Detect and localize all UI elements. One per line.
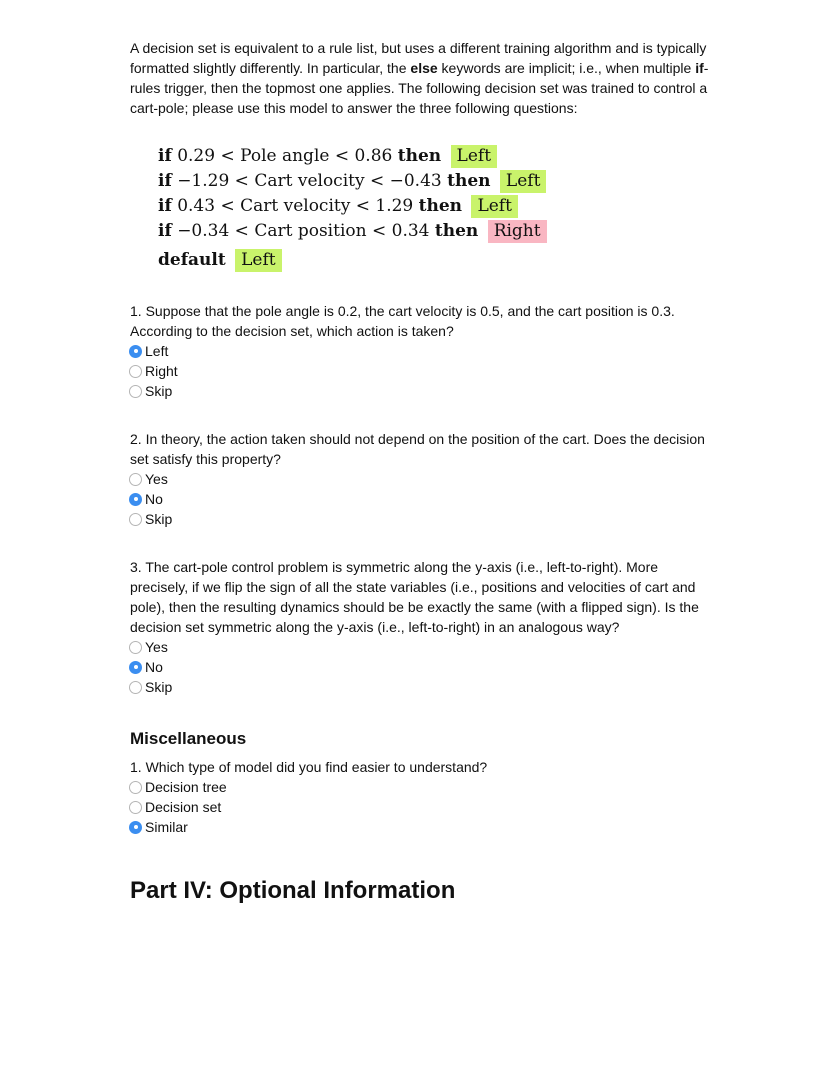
radio-label: Yes (145, 471, 168, 487)
rule-default (158, 248, 710, 273)
intro-text: A decision set is equivalent to a rule list, but uses a different training algorithm and is typically formatted slightly differently. In particular, the (130, 40, 707, 76)
question-2 (130, 429, 710, 529)
part-heading: Part IV: Optional Information (130, 877, 456, 904)
intro-text: keywords are implicit; i.e., when multiple (437, 60, 696, 76)
survey-page (130, 38, 710, 905)
radio-button[interactable] (129, 801, 142, 814)
radio-option-no[interactable] (130, 657, 710, 677)
rule-then-keyword: then (434, 221, 479, 241)
rule-action: Left (500, 170, 546, 193)
rule-4 (158, 219, 710, 244)
radio-button[interactable] (129, 513, 142, 526)
decision-set (158, 144, 710, 273)
rule-then-keyword: then (447, 171, 491, 191)
radio-button[interactable] (129, 365, 142, 378)
radio-option-skip[interactable] (130, 381, 710, 401)
radio-option-skip[interactable] (130, 677, 710, 697)
radio-option-yes[interactable] (130, 469, 710, 489)
radio-option-left[interactable] (130, 341, 710, 361)
radio-button[interactable] (129, 385, 142, 398)
radio-button[interactable] (129, 821, 142, 834)
rule-condition: 0.29 < Pole angle < 0.86 (177, 146, 393, 166)
rule-condition: −1.29 < Cart velocity < −0.43 (177, 171, 442, 191)
misc-question-1 (130, 757, 710, 837)
radio-option-yes[interactable] (130, 637, 710, 657)
rule-if-keyword: if (158, 146, 172, 166)
rule-default-keyword: default (158, 250, 226, 270)
radio-button[interactable] (129, 661, 142, 674)
rule-1 (158, 144, 710, 169)
radio-label: Skip (145, 383, 173, 399)
radio-option-right[interactable] (130, 361, 710, 381)
misc-section (130, 729, 710, 837)
intro-keyword-if: if (695, 60, 704, 76)
radio-label: Skip (145, 511, 173, 527)
question-text: 2. In theory, the action taken should not depend on the position of the cart. Does the decision set satisfy this property? (130, 431, 705, 467)
radio-button[interactable] (129, 641, 142, 654)
rule-action: Left (471, 195, 517, 218)
question-text: 1. Suppose that the pole angle is 0.2, the cart velocity is 0.5, and the cart position is 0.3. According to the decision set, which action is taken? (130, 303, 675, 339)
rule-action: Left (451, 145, 497, 168)
radio-button[interactable] (129, 345, 142, 358)
question-3 (130, 557, 710, 697)
radio-option-skip[interactable] (130, 509, 710, 529)
question-text: 1. Which type of model did you find easier to understand? (130, 759, 488, 775)
rule-action: Right (488, 220, 547, 243)
rule-2 (158, 169, 710, 194)
radio-option-decision-set[interactable] (130, 797, 710, 817)
radio-button[interactable] (129, 473, 142, 486)
radio-option-decision-tree[interactable] (130, 777, 710, 797)
rule-then-keyword: then (418, 196, 463, 216)
section-heading: Miscellaneous (130, 729, 247, 748)
radio-button[interactable] (129, 681, 142, 694)
radio-label: No (145, 659, 163, 675)
radio-button[interactable] (129, 493, 142, 506)
rule-3 (158, 194, 710, 219)
radio-label: Decision tree (145, 779, 227, 795)
rule-if-keyword: if (158, 196, 172, 216)
radio-label: Yes (145, 639, 168, 655)
intro-text: -rules trigger, then the topmost one applies. The following decision set was trained to control a cart-pole; please use this model to answer the three following questions: (130, 60, 709, 116)
question-1 (130, 301, 710, 401)
question-text: 3. The cart-pole control problem is symmetric along the y-axis (i.e., left-to-right). More precisely, if we flip the sign of all the state variables (i.e., positions and velocities of cart and pole), then the resulting dynamics should be be exactly the same (with a flipped sign). Is the decision set symmetric along the y-axis (i.e., left-to-right) in an analogous way? (130, 559, 699, 635)
rule-condition: 0.43 < Cart velocity < 1.29 (177, 196, 414, 216)
rule-then-keyword: then (397, 146, 442, 166)
radio-label: Skip (145, 679, 173, 695)
radio-label: Left (145, 343, 169, 359)
radio-label: Similar (145, 819, 188, 835)
radio-button[interactable] (129, 781, 142, 794)
rule-if-keyword: if (158, 221, 172, 241)
radio-option-similar[interactable] (130, 817, 710, 837)
intro-paragraph (130, 38, 710, 118)
intro-keyword-else: else (410, 60, 438, 76)
rule-condition: −0.34 < Cart position < 0.34 (177, 221, 430, 241)
rule-action: Left (235, 249, 281, 272)
radio-label: Decision set (145, 799, 222, 815)
rule-if-keyword: if (158, 171, 172, 191)
radio-label: No (145, 491, 163, 507)
radio-option-no[interactable] (130, 489, 710, 509)
radio-label: Right (145, 363, 178, 379)
